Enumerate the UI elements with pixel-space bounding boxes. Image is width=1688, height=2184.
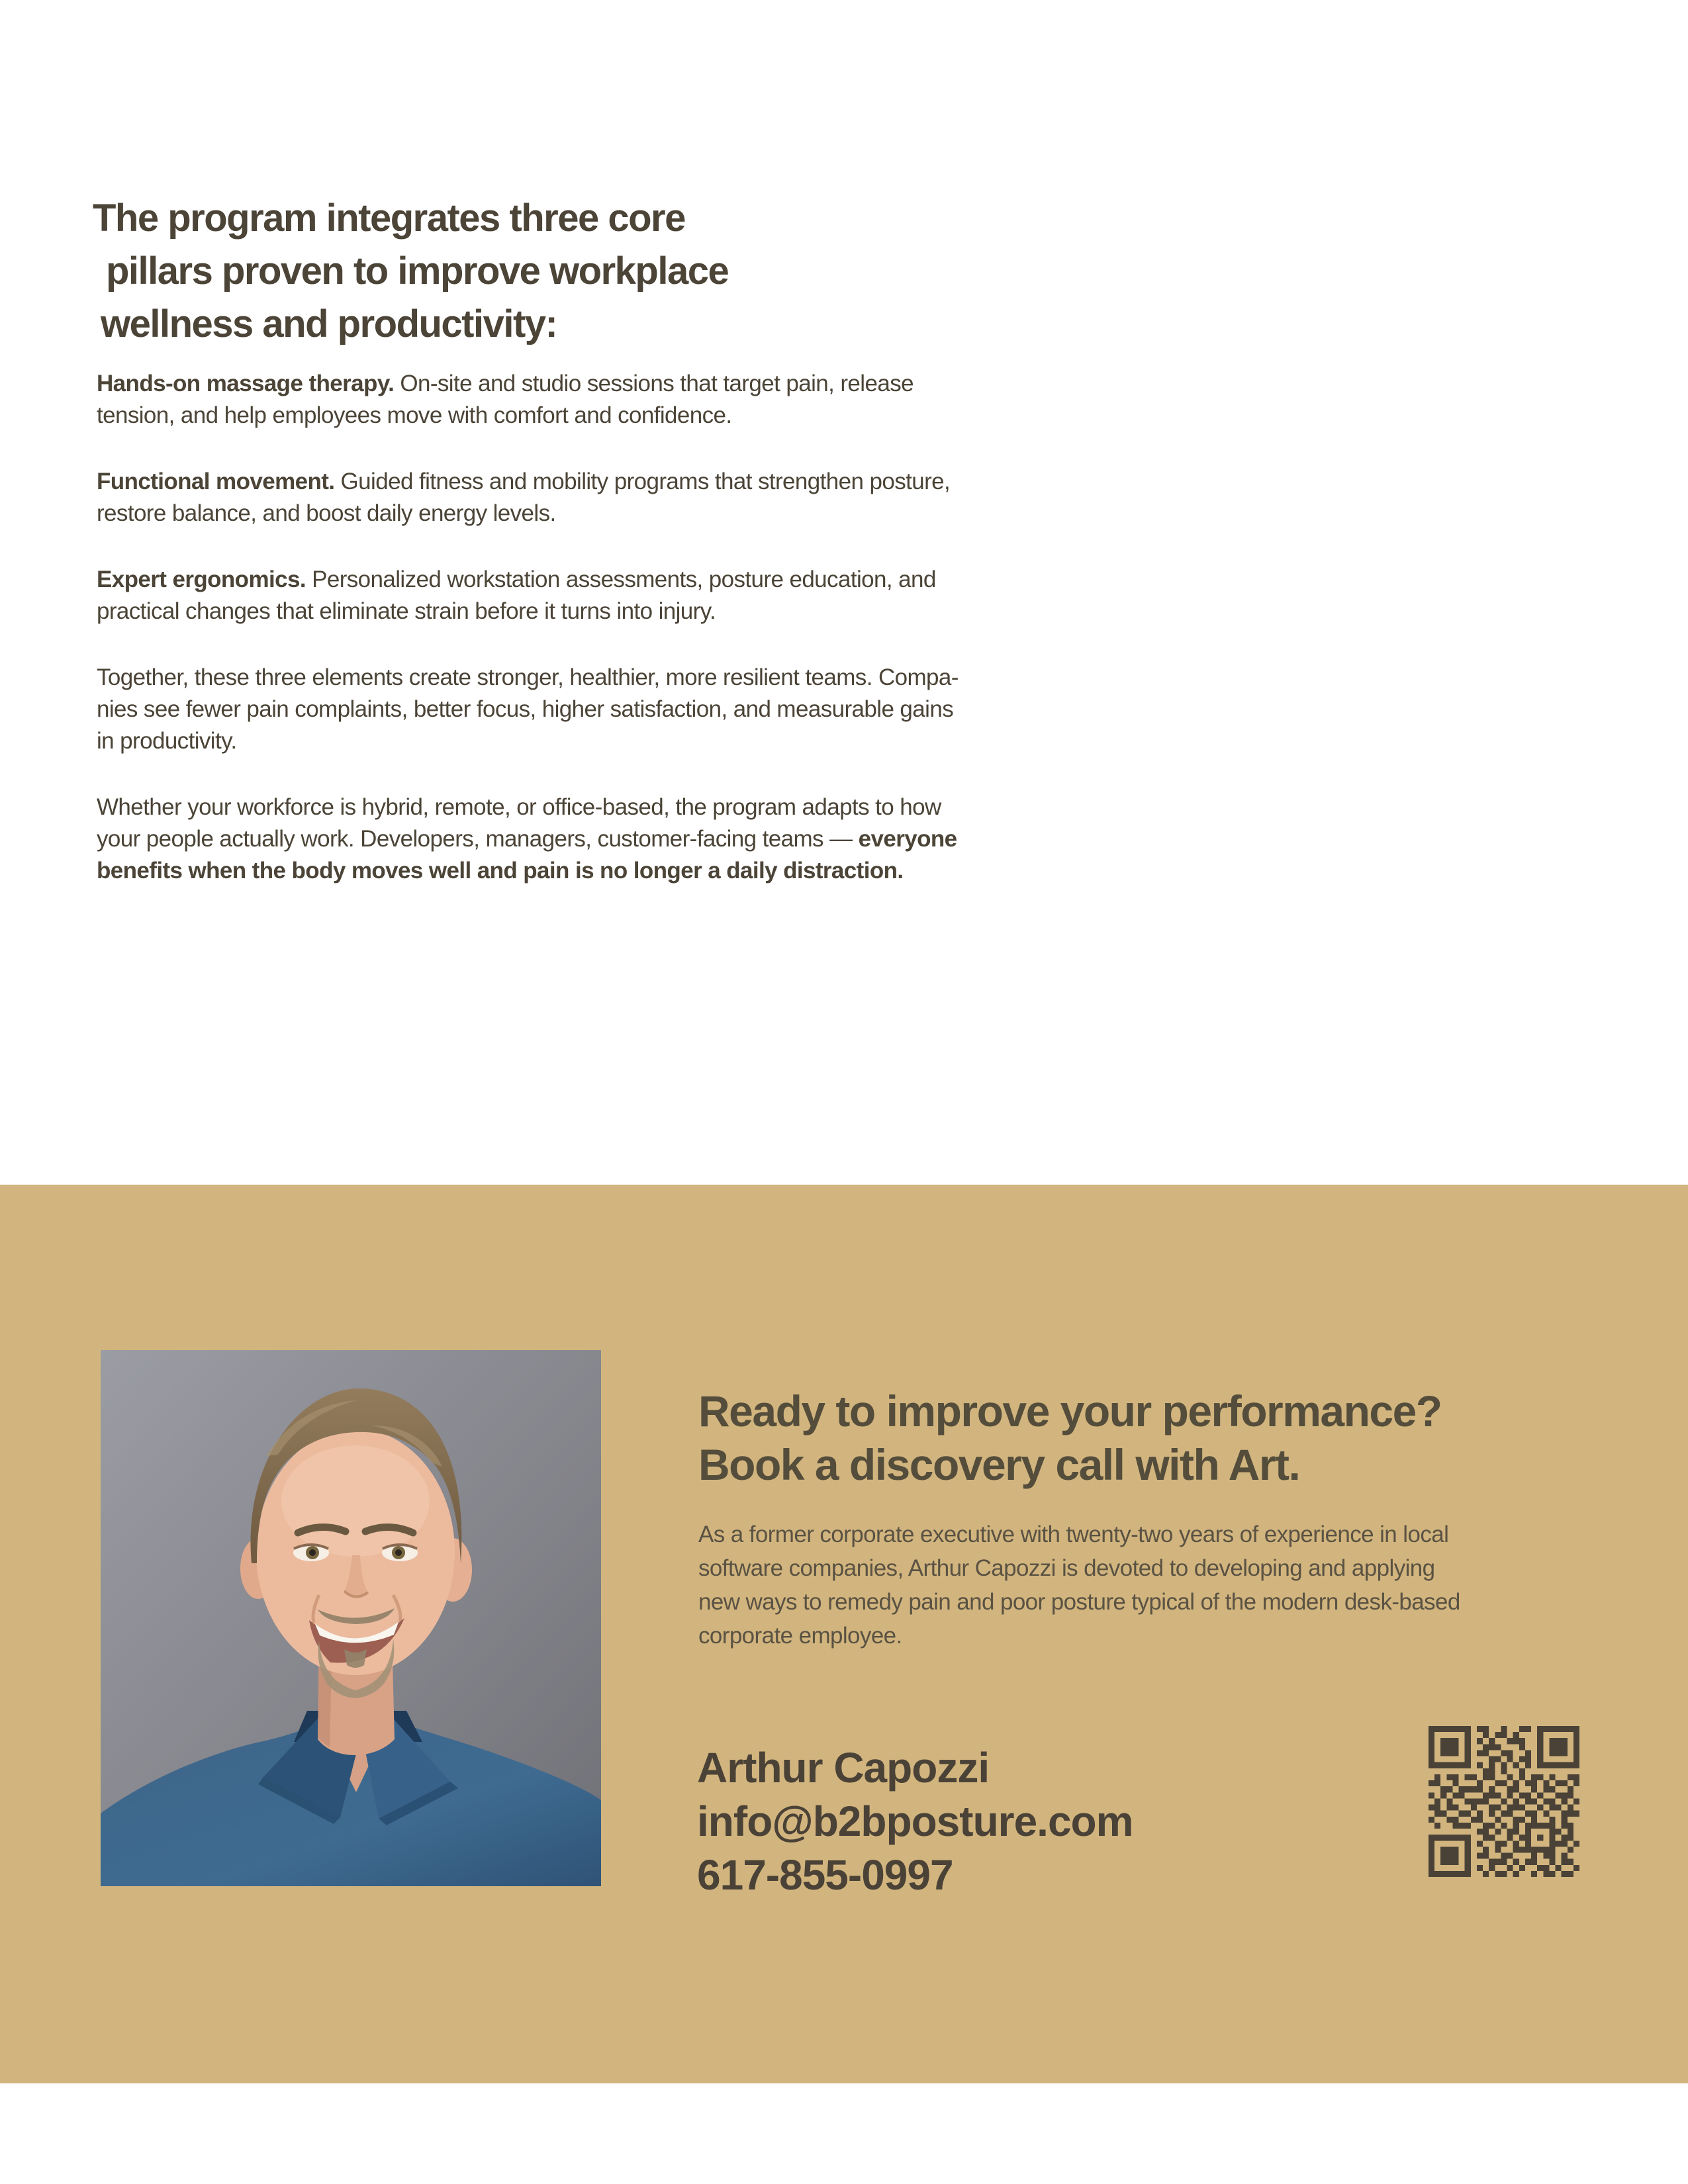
contact-phone: 617-855-0997 [697, 1851, 953, 1899]
contact-email: info@b2bposture.com [697, 1797, 1133, 1845]
body-paragraph-results: Together, these three elements create stronger, healthier, more resilient teams. Compa- nies see fewer pain complaints, better focus, higher satisfaction, and measurable gains in productivity. [97, 664, 959, 754]
contact-block [697, 1741, 1425, 1902]
body-paragraph-massage: Hands-on massage therapy. On-site and studio sessions that target pain, release tension, and help employees move with comfort and confidence. [97, 371, 914, 428]
bio-paragraph: As a former corporate executive with twenty-two years of experience in local software companies, Arthur Capozzi is devoted to developing and applying new ways to remedy pain and poor posture typical of the modern desk-based corporate employee. [698, 1522, 1460, 1649]
body-paragraph-movement: Functional movement. Guided fitness and mobility programs that strengthen posture, restore balance, and boost daily energy levels. [97, 469, 951, 526]
page-title: The program integrates three core pillars proven to improve workplace wellness and productivity: [93, 197, 729, 345]
portrait-photo [101, 1350, 601, 1886]
cta-section [0, 1185, 1688, 2083]
cta-heading: Ready to improve your performance? Book a discovery call with Art. [698, 1387, 1442, 1489]
contact-name: Arthur Capozzi [697, 1744, 990, 1792]
body-paragraph-ergonomics: Expert ergonomics. Personalized workstation assessments, posture education, and practical changes that eliminate strain before it turns into injury. [97, 567, 936, 624]
body-paragraph-adaptability: Whether your workforce is hybrid, remote, or office-based, the program adapts to how your people actually work. Developers, managers, customer-facing teams — everyone benefits when the body moves well and pain is no longer a daily distraction. [97, 794, 957, 884]
qr-code [1429, 1726, 1579, 1877]
